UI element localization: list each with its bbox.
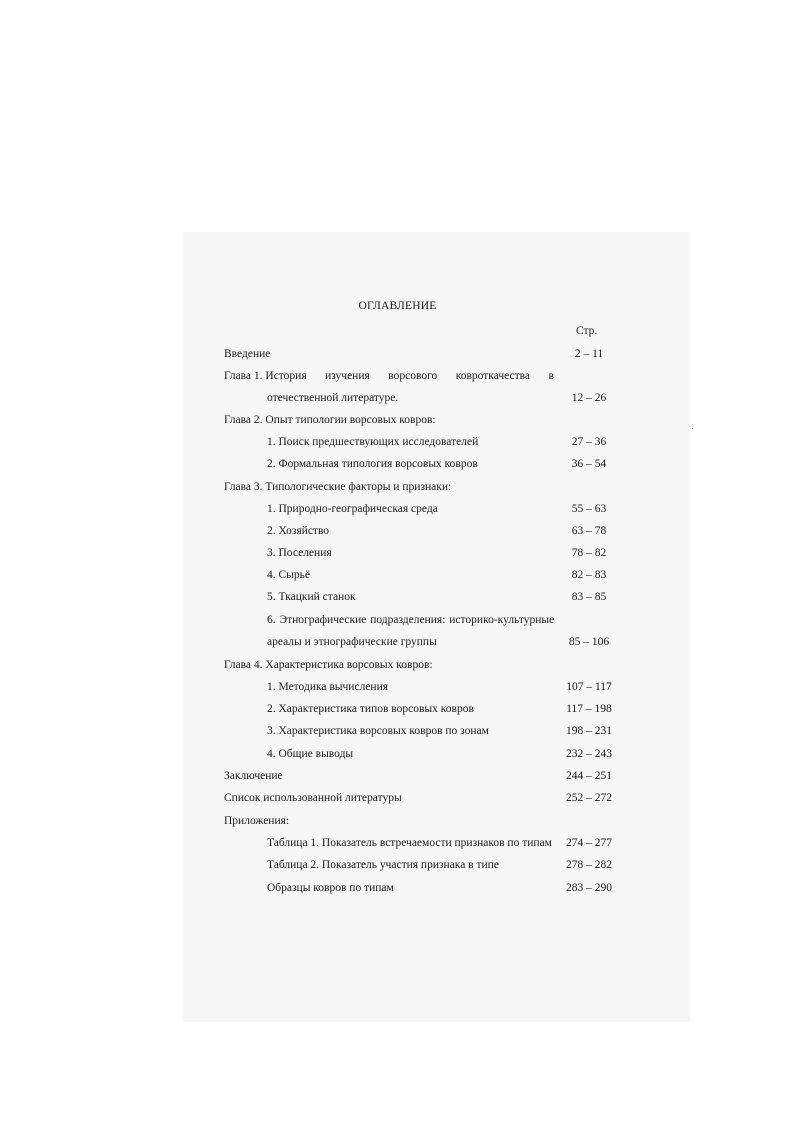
entry-label: отечественной литературе.	[267, 392, 399, 404]
scan-speck	[692, 428, 693, 429]
entry-pages: 2 – 11	[574, 348, 604, 360]
toc-entry	[0, 434, 795, 450]
entry-label: 1. Природно-географическая среда	[267, 503, 438, 515]
toc-entry	[0, 612, 795, 628]
entry-pages: 12 – 26	[571, 392, 607, 404]
entry-pages: 244 – 251	[566, 770, 612, 782]
toc-entry	[0, 857, 795, 873]
entry-pages: 36 – 54	[571, 458, 607, 470]
toc-entry-introduction	[0, 346, 795, 362]
entry-label: Таблица 1. Показатель встречаемости признаков по типам	[267, 837, 552, 849]
chapter-1-word: изучения	[325, 370, 370, 382]
entry-label: 3. Характеристика ворсовых ковров по зонам	[267, 725, 489, 737]
entry-pages: 117 – 198	[566, 703, 612, 715]
entry-pages: 107 – 117	[566, 681, 612, 693]
entry-pages: 55 – 63	[571, 503, 607, 515]
entry-pages: 82 – 83	[571, 569, 607, 581]
entry-pages: 27 – 36	[571, 436, 607, 448]
toc-entry	[0, 501, 795, 517]
toc-entry	[0, 880, 795, 896]
toc-entry	[0, 589, 795, 605]
toc-entry-conclusion	[0, 768, 795, 784]
chapter-1-word: в	[548, 370, 554, 382]
toc-entry	[0, 390, 795, 406]
toc-entry-appendices	[0, 813, 795, 829]
entry-label: 5. Ткацкий станок	[267, 591, 356, 603]
toc-entry	[0, 679, 795, 695]
entry-pages: 278 – 282	[566, 859, 612, 871]
toc-entry-chapter-3	[0, 479, 795, 495]
entry-pages: 78 – 82	[571, 547, 607, 559]
entry-pages: 198 – 231	[566, 725, 612, 737]
chapter-1-word: ковроткачества	[455, 370, 531, 382]
entry-label: 4. Сырьё	[267, 569, 310, 581]
entry-label: 2. Характеристика типов ворсовых ковров	[267, 703, 474, 715]
entry-label: Список использованной литературы	[224, 792, 402, 804]
entry-label: 1. Поиск предшествующих исследователей	[267, 436, 479, 448]
entry-pages: 252 – 272	[566, 792, 612, 804]
page-column-label: Стр.	[576, 325, 598, 337]
entry-label: Введение	[224, 348, 271, 360]
entry-pages: 63 – 78	[571, 525, 607, 537]
toc-entry	[0, 835, 795, 851]
entry-pages: 232 – 243	[566, 748, 612, 760]
entry-label: Образцы ковров по типам	[267, 882, 394, 894]
toc-entry	[0, 567, 795, 583]
entry-pages: 85 – 106	[568, 636, 610, 648]
toc-entry-chapter-4	[0, 657, 795, 673]
entry-label: 4. Общие выводы	[267, 748, 354, 760]
entry-label: Приложения:	[224, 815, 290, 827]
toc-entry-chapter-2	[0, 412, 795, 428]
toc-entry	[0, 456, 795, 472]
entry-label: Глава 2. Опыт типологии ворсовых ковров:	[224, 414, 436, 426]
entry-label: Заключение	[224, 770, 283, 782]
toc-title: ОГЛАВЛЕНИЕ	[358, 300, 437, 312]
entry-label: 2. Формальная типология ворсовых ковров	[267, 458, 478, 470]
entry-label: 1. Методика вычисления	[267, 681, 389, 693]
entry-label: ареалы и этнографические группы	[267, 636, 437, 648]
entry-label: Глава 4. Характеристика ворсовых ковров:	[224, 659, 433, 671]
toc-entry	[0, 746, 795, 762]
chapter-1-word: Глава 1. История	[224, 370, 307, 382]
entry-label: 3. Поселения	[267, 547, 332, 559]
chapter-1-heading-line	[224, 368, 554, 384]
toc-entry	[0, 523, 795, 539]
toc-entry	[0, 701, 795, 717]
toc-entry	[0, 634, 795, 650]
entry-label: 6. Этнографические подразделения: историко-культурные	[267, 614, 555, 626]
entry-label: Таблица 2. Показатель участия признака в типе	[267, 859, 499, 871]
entry-pages: 283 – 290	[566, 882, 612, 894]
entry-pages: 83 – 85	[571, 591, 607, 603]
entry-label: 2. Хозяйство	[267, 525, 330, 537]
toc-entry-bibliography	[0, 790, 795, 806]
entry-pages: 274 – 277	[566, 837, 612, 849]
toc-entry	[0, 723, 795, 739]
toc-entry	[0, 545, 795, 561]
chapter-1-word: ворсового	[388, 370, 438, 382]
entry-label: Глава 3. Типологические факторы и признаки:	[224, 481, 452, 493]
toc-entry-chapter-1	[0, 368, 795, 384]
